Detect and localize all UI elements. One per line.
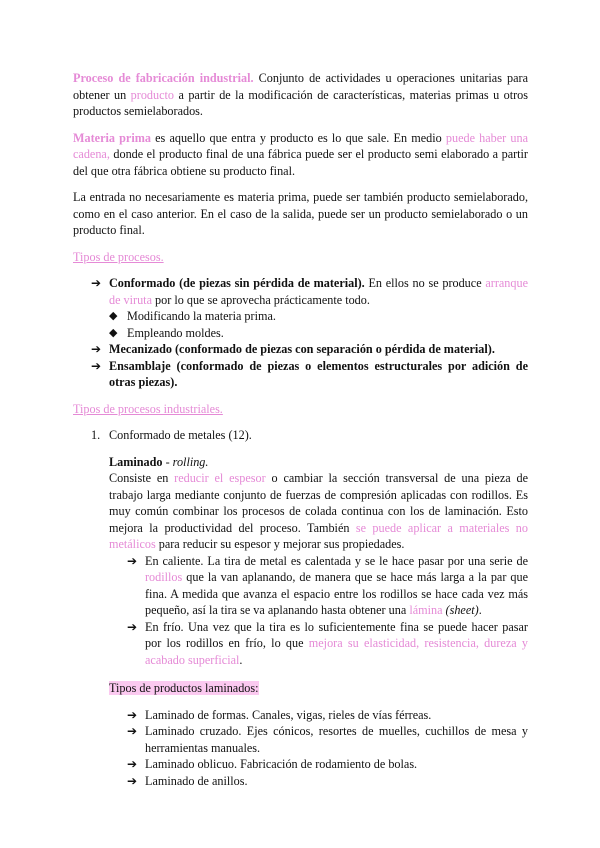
list-item-conformado: ➔ Conformado (de piezas sin pérdida de material). En ellos no se produce arranque de viruta por lo que se aprovecha prácticamente todo.: [91, 276, 528, 307]
arrow-bullet-icon: ➔: [127, 619, 138, 634]
laminado-section: [73, 454, 528, 790]
arrow-bullet-icon: ➔: [127, 707, 138, 722]
diamond-bullet-icon: ◆: [109, 326, 118, 339]
arrow-bullet-icon: ➔: [127, 757, 138, 771]
arrow-bullet-icon: ➔: [91, 358, 102, 373]
heading-tipos-procesos: Tipos de procesos.: [73, 249, 164, 264]
list-item-producto: ➔ Laminado de formas. Canales, vigas, rieles de vías férreas.: [127, 707, 432, 722]
term-materia-prima: Materia prima: [73, 130, 151, 145]
productos-heading: Tipos de productos laminados:: [109, 681, 259, 695]
arrow-bullet-icon: ➔: [127, 724, 138, 738]
sub-item-modificando: ◆ Modificando la materia prima.: [109, 309, 276, 323]
paragraph-materia-prima: Materia prima es aquello que entra y producto es lo que sale. En medio puede haber una cadena, donde el producto final de una fábrica puede ser el producto semi elaborado a partir del que otra fábrica obtiene su producto final.: [73, 130, 528, 178]
list-item-mecanizado: ➔ Mecanizado (conformado de piezas con separación o pérdida de material).: [91, 342, 495, 356]
laminado-description: Consiste en reducir el espesor o cambiar la sección transversal de una pieza de trabajo larga mediante conjunto de fuerzas de compresión aplicadas con rodillos. Es muy común combinar los procesos de colada continua con los de laminación. Esto mejora la productividad del proceso. También se puede aplicar a materiales no metálicos para reducir su espesor y mejorar sus propiedades.: [109, 471, 528, 551]
link-producto[interactable]: producto: [130, 87, 174, 102]
arrow-bullet-icon: ➔: [127, 773, 138, 788]
diamond-bullet-icon: ◆: [109, 310, 118, 322]
link-cadena[interactable]: puede haber una cadena,: [73, 130, 528, 161]
tipos-procesos-list: [73, 275, 528, 391]
list-item-caliente: ➔ En caliente. La tira de metal es calentada y se le hace pasar por una serie de rodillos que la van aplanando, de manera que se hace más larga a la par que fina. A medida que avanza el espacio entre los rodillos se hace cada vez más pequeño, así la tira se va aplanando hasta obtener una lámina (sheet).: [127, 553, 528, 617]
paragraph-entrada: La entrada no necesariamente es materia prima, puede ser también producto semielaborado, como en el caso anterior. En el caso de la salida, puede ser un producto semielaborado o un producto final.: [73, 190, 528, 237]
list-item-producto: ➔ Laminado oblicuo. Fabricación de rodamiento de bolas.: [127, 757, 418, 771]
arrow-bullet-icon: ➔: [91, 276, 102, 290]
heading-tipos-industriales: Tipos de procesos industriales.: [73, 401, 223, 416]
laminado-title: Laminado - rolling.: [109, 454, 209, 469]
document-page: [73, 70, 528, 789]
link-rodillos[interactable]: rodillos: [145, 570, 183, 584]
list-item-ensamblaje: ➔ Ensamblaje (conformado de piezas o elementos estructurales por adición de otras piezas).: [91, 358, 528, 389]
list-item-frio: ➔ En frío. Una vez que la tira es lo suficientemente fina se puede hacer pasar por los rodillos en frío, lo que mejora su elasticidad, resistencia, dureza y acabado superficial.: [127, 619, 529, 667]
link-arranque-viruta[interactable]: arranque de viruta: [109, 276, 528, 307]
arrow-bullet-icon: ➔: [127, 553, 138, 568]
link-no-metalicos[interactable]: se puede aplicar a materiales no metálicos: [109, 520, 528, 551]
link-reducir-espesor[interactable]: reducir el espesor: [174, 471, 266, 485]
link-mejora-elasticidad[interactable]: mejora su elasticidad, resistencia, dureza y acabado superficial: [145, 636, 529, 667]
sub-item-moldes: ◆ Empleando moldes.: [109, 325, 224, 340]
term-proceso: Proceso de fabricación industrial.: [73, 71, 254, 85]
item-number: 1.: [91, 428, 101, 442]
paragraph-definition-proceso: Proceso de fabricación industrial. Conjunto de actividades u operaciones unitarias para obtener un producto a partir de la modificación de características, materias primas u otros productos semielaborados.: [73, 71, 529, 118]
list-item-producto: ➔ Laminado de anillos.: [127, 773, 248, 788]
list-item-producto: ➔ Laminado cruzado. Ejes cónicos, resortes de muelles, cuchillos de mesa y herramientas manuales.: [127, 724, 528, 755]
productos-list: [109, 707, 528, 790]
link-lamina[interactable]: lámina: [409, 603, 443, 617]
numbered-item-conformado-metales: 1. Conformado de metales (12).: [91, 428, 252, 442]
arrow-bullet-icon: ➔: [91, 342, 102, 356]
